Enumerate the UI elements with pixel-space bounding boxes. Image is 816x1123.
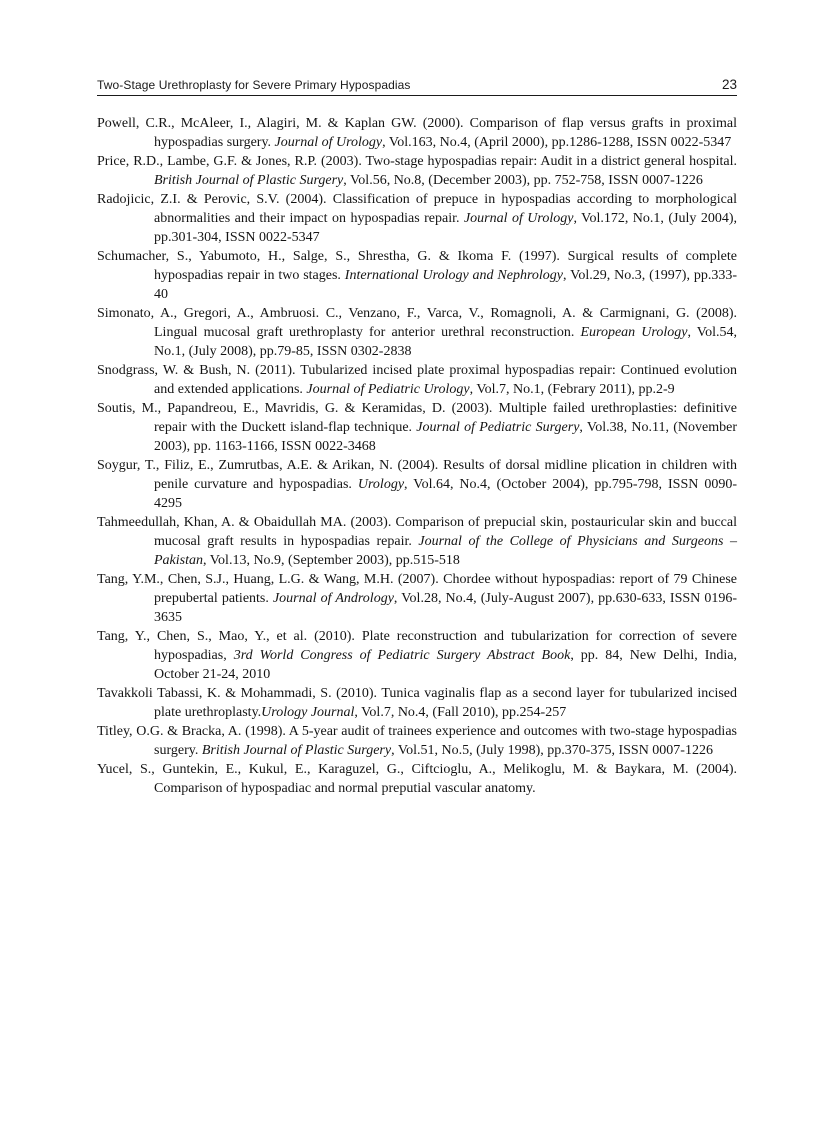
journal-name: Urology Journal xyxy=(261,705,355,720)
reference-text: Radojicic, Z.I. & Perovic, S.V. (2004). Classification of prepuce in hypospadias according to morphological abnormalities and their impact on hypospadias repair. xyxy=(97,192,737,226)
page-number: 23 xyxy=(721,77,737,92)
reference-text: , Vol.163, No.4, (April 2000), pp.1286-1288, ISSN 0022-5347 xyxy=(382,135,732,150)
reference-entry xyxy=(97,456,737,513)
journal-name: International Urology and Nephrology xyxy=(344,268,563,283)
reference-text: , Vol.172, No.1, (July 2004), pp.301-304, ISSN 0022-5347 xyxy=(154,211,737,245)
running-title: Two-Stage Urethroplasty for Severe Primary Hypospadias xyxy=(97,78,411,92)
journal-name: British Journal of Plastic Surgery xyxy=(201,743,392,758)
reference-text: Snodgrass, W. & Bush, N. (2011). Tubularized incised plate proximal hypospadias repair: Continued evolution and extended applications. xyxy=(97,363,737,397)
reference-entry xyxy=(97,114,737,152)
reference-text: , Vol.56, No.8, (December 2003), pp. 752-758, ISSN 0007-1226 xyxy=(343,173,703,188)
reference-text: , Vol.28, No.4, (July-August 2007), pp.630-633, ISSN 0196-3635 xyxy=(154,591,738,625)
reference-text: Soutis, M., Papandreou, E., Mavridis, G. & Keramidas, D. (2003). Multiple failed urethroplasties: definitive repair with the Duckett island-flap technique. xyxy=(97,401,737,435)
reference-entry xyxy=(97,152,737,190)
reference-text: Titley, O.G. & Bracka, A. (1998). A 5-year audit of trainees experience and outcomes with two-stage hypospadias surgery. xyxy=(97,724,737,758)
reference-text: Simonato, A., Gregori, A., Ambruosi. C., Venzano, F., Varca, V., Romagnoli, A. & Carmignani, G. (2008). Lingual mucosal graft urethroplasty for anterior urethral reconstruction. xyxy=(97,306,737,340)
reference-text: , pp. 84, New Delhi, India, October 21-24, 2010 xyxy=(154,648,738,682)
reference-text: Tahmeedullah, Khan, A. & Obaidullah MA. (2003). Comparison of prepucial skin, postauricular skin and buccal mucosal graft results in hypospadias repair. xyxy=(97,515,737,549)
reference-entry xyxy=(97,399,737,456)
reference-text: Powell, C.R., McAleer, I., Alagiri, M. & Kaplan GW. (2000). Comparison of flap versus grafts in proximal hypospadias surgery. xyxy=(97,116,737,150)
reference-text: Price, R.D., Lambe, G.F. & Jones, R.P. (2003). Two-stage hypospadias repair: Audit in a district general hospital. xyxy=(97,154,737,169)
journal-name: European Urology xyxy=(580,325,688,340)
reference-text: Tang, Y.M., Chen, S.J., Huang, L.G. & Wang, M.H. (2007). Chordee without hypospadias: report of 79 Chinese prepubertal patients. xyxy=(97,572,737,606)
reference-text: Yucel, S., Guntekin, E., Kukul, E., Karaguzel, G., Ciftcioglu, A., Melikoglu, M. & Baykara, M. (2004). Comparison of hypospadiac and normal preputial vascular anatomy. xyxy=(97,762,737,796)
journal-name: Journal of Urology xyxy=(274,135,383,150)
reference-entry xyxy=(97,247,737,304)
references-list xyxy=(97,114,737,798)
reference-entry xyxy=(97,513,737,570)
reference-entry xyxy=(97,304,737,361)
reference-text: , Vol.7, No.1, (Febrary 2011), pp.2-9 xyxy=(469,382,675,397)
reference-entry xyxy=(97,570,737,627)
reference-entry xyxy=(97,684,737,722)
journal-name: Journal of Pediatric Surgery xyxy=(416,420,580,435)
reference-text: Soygur, T., Filiz, E., Zumrutbas, A.E. & Arikan, N. (2004). Results of dorsal midline plication in children with penile curvature and hypospadias. xyxy=(97,458,737,492)
reference-text: , Vol.29, No.3, (1997), pp.333-40 xyxy=(154,268,737,302)
journal-name: Journal of Andrology xyxy=(272,591,394,606)
reference-entry xyxy=(97,722,737,760)
journal-name: Journal of the College of Physicians and Surgeons – Pakistan xyxy=(154,534,737,568)
reference-text: , Vol.38, No.11, (November 2003), pp. 1163-1166, ISSN 0022-3468 xyxy=(154,420,737,454)
journal-name: Journal of Pediatric Urology xyxy=(306,382,470,397)
reference-entry xyxy=(97,361,737,399)
reference-text: , Vol.51, No.5, (July 1998), pp.370-375, ISSN 0007-1226 xyxy=(391,743,713,758)
journal-name: 3rd World Congress of Pediatric Surgery Abstract Book xyxy=(233,648,571,663)
reference-text: , Vol.13, No.9, (September 2003), pp.515-518 xyxy=(203,553,460,568)
journal-name: Urology xyxy=(357,477,405,492)
reference-entry xyxy=(97,760,737,798)
reference-text: Tang, Y., Chen, S., Mao, Y., et al. (2010). Plate reconstruction and tubularization for correction of severe hypospadias, xyxy=(97,629,737,663)
reference-entry xyxy=(97,190,737,247)
journal-name: Journal of Urology xyxy=(463,211,574,226)
reference-text: Tavakkoli Tabassi, K. & Mohammadi, S. (2010). Tunica vaginalis flap as a second layer for tubularized incised plate urethroplasty. xyxy=(97,686,737,720)
reference-text: , Vol.64, No.4, (October 2004), pp.795-798, ISSN 0090-4295 xyxy=(154,477,737,511)
reference-entry xyxy=(97,627,737,684)
journal-name: British Journal of Plastic Surgery xyxy=(154,173,344,188)
reference-text: , Vol.7, No.4, (Fall 2010), pp.254-257 xyxy=(354,705,567,720)
page-header xyxy=(97,77,737,96)
reference-text: , Vol.54, No.1, (July 2008), pp.79-85, ISSN 0302-2838 xyxy=(154,325,738,359)
reference-text: Schumacher, S., Yabumoto, H., Salge, S., Shrestha, G. & Ikoma F. (1997). Surgical results of complete hypospadias repair in two stages. xyxy=(97,249,737,283)
